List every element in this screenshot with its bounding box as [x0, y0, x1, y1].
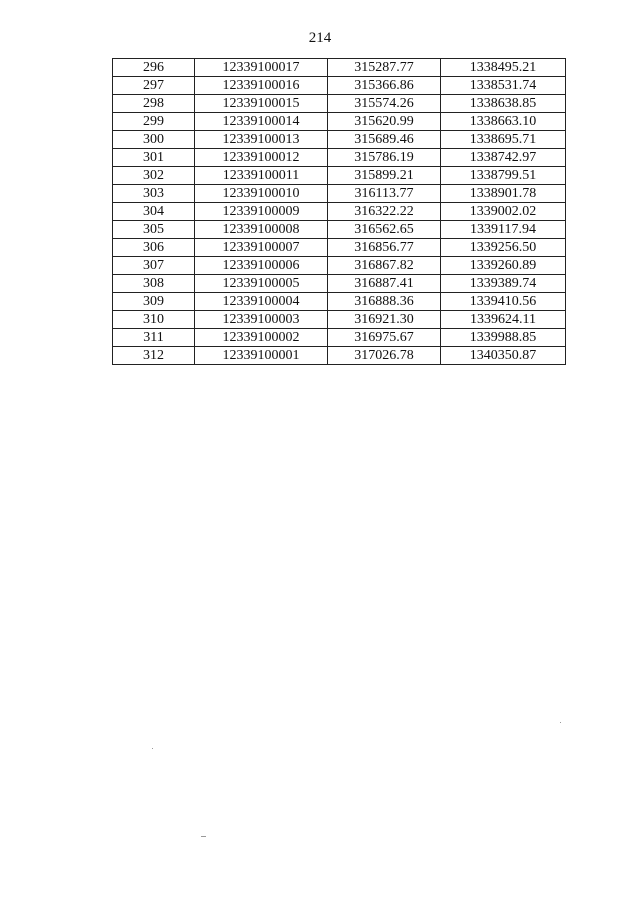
- point-number-cell: 308: [113, 275, 195, 293]
- point-number-cell: 309: [113, 293, 195, 311]
- x-coordinate-cell: 316113.77: [328, 185, 441, 203]
- x-coordinate-cell: 315899.21: [328, 167, 441, 185]
- table-row: [113, 77, 566, 95]
- point-number-cell: 310: [113, 311, 195, 329]
- point-id-cell: 12339100013: [195, 131, 328, 149]
- x-coordinate-cell: 315287.77: [328, 59, 441, 77]
- point-id-cell: 12339100017: [195, 59, 328, 77]
- table-row: [113, 293, 566, 311]
- table-row: [113, 59, 566, 77]
- point-id-cell: 12339100007: [195, 239, 328, 257]
- table-row: [113, 311, 566, 329]
- table-row: [113, 113, 566, 131]
- table-row: [113, 257, 566, 275]
- point-number-cell: 303: [113, 185, 195, 203]
- y-coordinate-cell: 1340350.87: [441, 347, 566, 365]
- point-number-cell: 302: [113, 167, 195, 185]
- y-coordinate-cell: 1338638.85: [441, 95, 566, 113]
- table-row: [113, 185, 566, 203]
- x-coordinate-cell: 316856.77: [328, 239, 441, 257]
- point-number-cell: 305: [113, 221, 195, 239]
- table-row: [113, 167, 566, 185]
- x-coordinate-cell: 316562.65: [328, 221, 441, 239]
- point-id-cell: 12339100002: [195, 329, 328, 347]
- coordinates-table: [112, 58, 566, 365]
- y-coordinate-cell: 1339389.74: [441, 275, 566, 293]
- point-id-cell: 12339100014: [195, 113, 328, 131]
- x-coordinate-cell: 316888.36: [328, 293, 441, 311]
- y-coordinate-cell: 1339410.56: [441, 293, 566, 311]
- y-coordinate-cell: 1338663.10: [441, 113, 566, 131]
- point-number-cell: 297: [113, 77, 195, 95]
- point-number-cell: 312: [113, 347, 195, 365]
- point-number-cell: 300: [113, 131, 195, 149]
- y-coordinate-cell: 1339002.02: [441, 203, 566, 221]
- point-id-cell: 12339100003: [195, 311, 328, 329]
- y-coordinate-cell: 1338901.78: [441, 185, 566, 203]
- point-number-cell: 304: [113, 203, 195, 221]
- x-coordinate-cell: 315786.19: [328, 149, 441, 167]
- scan-speck: [152, 748, 153, 749]
- y-coordinate-cell: 1339624.11: [441, 311, 566, 329]
- y-coordinate-cell: 1338742.97: [441, 149, 566, 167]
- point-number-cell: 299: [113, 113, 195, 131]
- table-row: [113, 347, 566, 365]
- table-row: [113, 149, 566, 167]
- point-number-cell: 301: [113, 149, 195, 167]
- x-coordinate-cell: 315366.86: [328, 77, 441, 95]
- point-id-cell: 12339100009: [195, 203, 328, 221]
- y-coordinate-cell: 1339260.89: [441, 257, 566, 275]
- point-number-cell: 306: [113, 239, 195, 257]
- point-id-cell: 12339100012: [195, 149, 328, 167]
- point-id-cell: 12339100008: [195, 221, 328, 239]
- x-coordinate-cell: 316867.82: [328, 257, 441, 275]
- table-row: [113, 203, 566, 221]
- x-coordinate-cell: 315620.99: [328, 113, 441, 131]
- point-id-cell: 12339100001: [195, 347, 328, 365]
- scan-speck: [201, 836, 206, 837]
- point-id-cell: 12339100005: [195, 275, 328, 293]
- table-row: [113, 131, 566, 149]
- y-coordinate-cell: 1339256.50: [441, 239, 566, 257]
- point-id-cell: 12339100004: [195, 293, 328, 311]
- scan-speck: [560, 722, 561, 723]
- page-number: 214: [308, 30, 332, 46]
- point-number-cell: 296: [113, 59, 195, 77]
- x-coordinate-cell: 316887.41: [328, 275, 441, 293]
- point-number-cell: 307: [113, 257, 195, 275]
- point-id-cell: 12339100015: [195, 95, 328, 113]
- y-coordinate-cell: 1338799.51: [441, 167, 566, 185]
- y-coordinate-cell: 1338531.74: [441, 77, 566, 95]
- x-coordinate-cell: 316322.22: [328, 203, 441, 221]
- y-coordinate-cell: 1339988.85: [441, 329, 566, 347]
- y-coordinate-cell: 1338495.21: [441, 59, 566, 77]
- x-coordinate-cell: 315689.46: [328, 131, 441, 149]
- table-row: [113, 329, 566, 347]
- y-coordinate-cell: 1339117.94: [441, 221, 566, 239]
- point-id-cell: 12339100006: [195, 257, 328, 275]
- table-row: [113, 275, 566, 293]
- point-number-cell: 298: [113, 95, 195, 113]
- x-coordinate-cell: 315574.26: [328, 95, 441, 113]
- point-id-cell: 12339100010: [195, 185, 328, 203]
- table-row: [113, 221, 566, 239]
- table-body: [113, 59, 566, 365]
- table-row: [113, 95, 566, 113]
- point-number-cell: 311: [113, 329, 195, 347]
- x-coordinate-cell: 316921.30: [328, 311, 441, 329]
- point-id-cell: 12339100011: [195, 167, 328, 185]
- x-coordinate-cell: 316975.67: [328, 329, 441, 347]
- y-coordinate-cell: 1338695.71: [441, 131, 566, 149]
- table-row: [113, 239, 566, 257]
- point-id-cell: 12339100016: [195, 77, 328, 95]
- x-coordinate-cell: 317026.78: [328, 347, 441, 365]
